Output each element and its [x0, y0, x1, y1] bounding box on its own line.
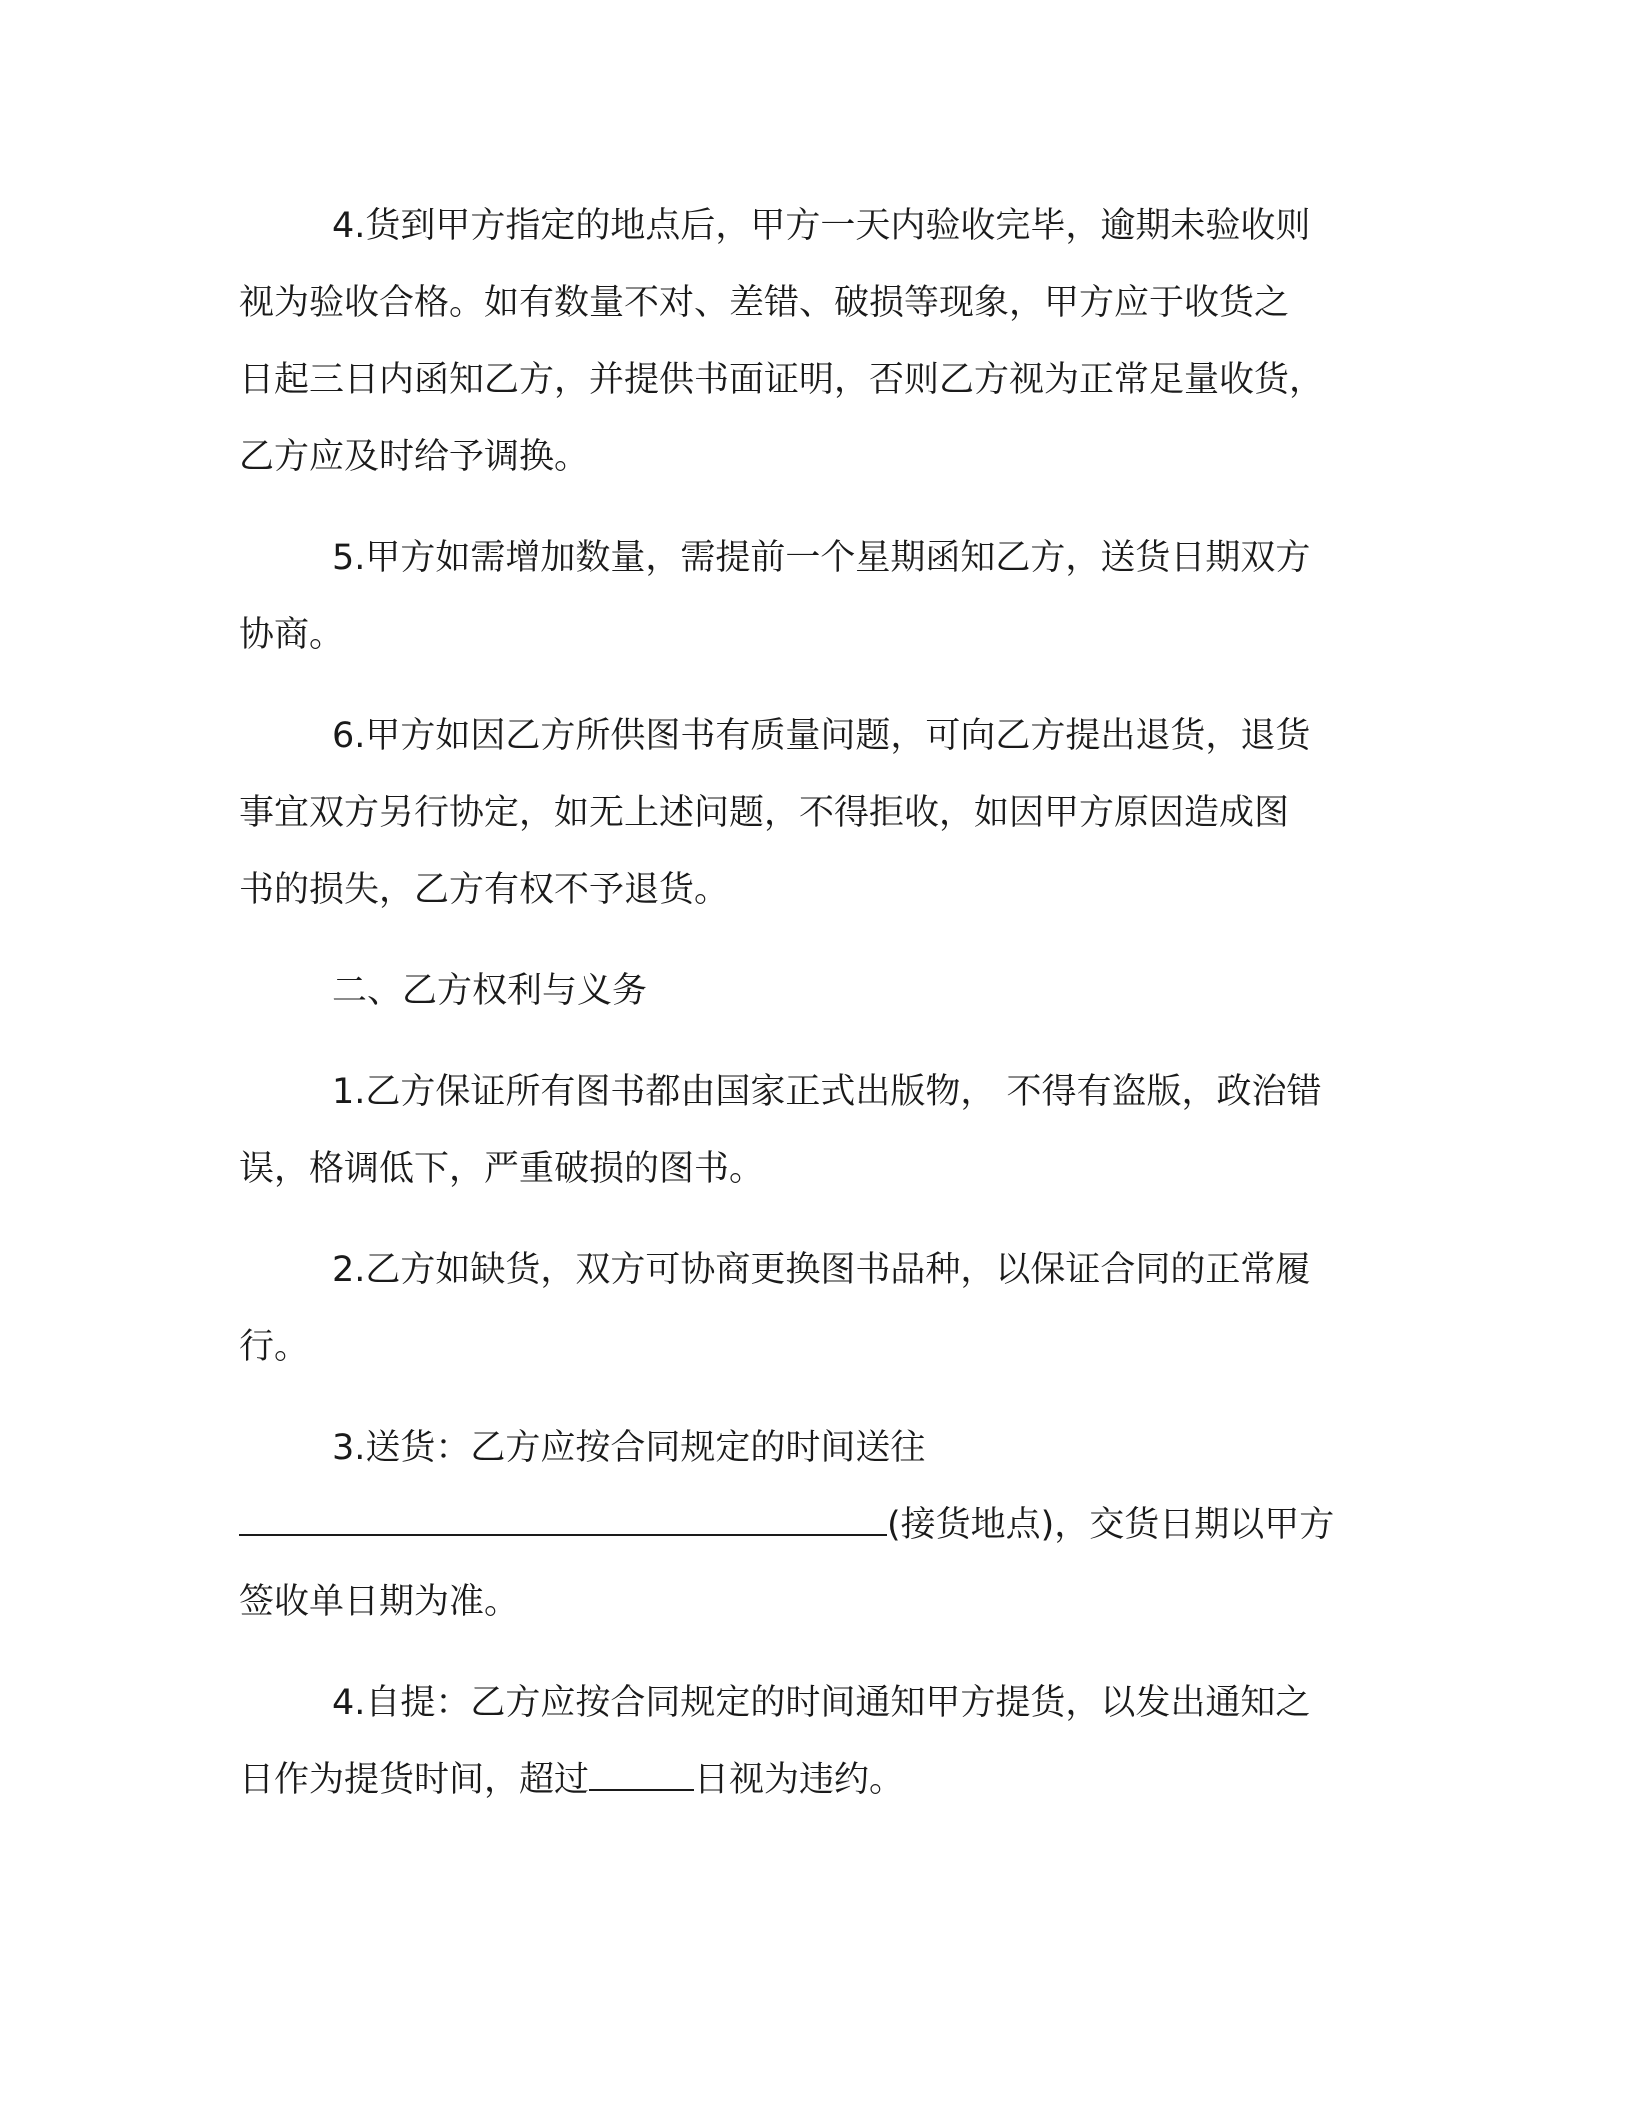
text-line: 协商。 — [239, 615, 345, 655]
text-line: 事宜双方另行协定，如无上述问题，不得拒收，如因甲方原因造成图 — [239, 793, 1290, 833]
document-body — [239, 188, 1389, 1819]
text-line: 日起三日内函知乙方，并提供书面证明，否则乙方视为正常足量收货， — [239, 360, 1325, 400]
paragraph-spacer — [239, 1030, 1389, 1054]
clause-5-quantity-increase — [239, 520, 1389, 674]
blank-prefix-text: 日作为提货时间，超过 — [239, 1760, 590, 1800]
section-heading: 二、乙方权利与义务 — [332, 971, 648, 1011]
clause-b4-self-pickup — [239, 1665, 1389, 1819]
clause-b2-out-of-stock — [239, 1232, 1389, 1386]
paragraph-spacer — [239, 674, 1389, 698]
text-line: 书的损失，乙方有权不予退货。 — [239, 870, 730, 910]
clause-b1-official-publications — [239, 1054, 1389, 1208]
text-line: 行。 — [239, 1327, 310, 1367]
paragraph-spacer — [239, 929, 1389, 953]
text-line: 误，格调低下，严重破损的图书。 — [239, 1149, 765, 1189]
section-heading-party-b-rights — [239, 953, 1389, 1030]
paragraph-spacer — [239, 496, 1389, 520]
clause-6-returns — [239, 698, 1389, 929]
text-line: 2.乙方如缺货，双方可协商更换图书品种，以保证合同的正常履 — [332, 1250, 1311, 1290]
text-line-with-blank — [239, 1487, 1389, 1564]
text-line-with-blank — [239, 1742, 1389, 1819]
blank-suffix-text: (接货地点)，交货日期以甲方 — [887, 1505, 1335, 1545]
text-line: 1.乙方保证所有图书都由国家正式出版物， 不得有盗版，政治错 — [332, 1072, 1322, 1112]
paragraph-spacer — [239, 1208, 1389, 1232]
blank-suffix-text: 日视为违约。 — [694, 1760, 905, 1800]
paragraph-spacer — [239, 1641, 1389, 1665]
fill-in-blank-days[interactable] — [589, 1759, 694, 1791]
clause-b3-delivery — [239, 1410, 1389, 1641]
text-line: 4.货到甲方指定的地点后，甲方一天内验收完毕，逾期未验收则 — [332, 206, 1311, 246]
text-line: 6.甲方如因乙方所供图书有质量问题，可向乙方提出退货，退货 — [332, 716, 1311, 756]
paragraph-spacer — [239, 1386, 1389, 1410]
text-line: 签收单日期为准。 — [239, 1582, 520, 1622]
text-line: 乙方应及时给予调换。 — [239, 437, 590, 477]
text-line: 视为验收合格。如有数量不对、差错、破损等现象，甲方应于收货之 — [239, 283, 1290, 323]
fill-in-blank-delivery-location[interactable] — [239, 1504, 887, 1536]
text-line: 3.送货：乙方应按合同规定的时间送往 — [332, 1428, 926, 1468]
text-line: 5.甲方如需增加数量，需提前一个星期函知乙方，送货日期双方 — [332, 538, 1311, 578]
text-line: 4.自提：乙方应按合同规定的时间通知甲方提货，以发出通知之 — [332, 1683, 1311, 1723]
clause-4-delivery-inspection — [239, 188, 1389, 496]
